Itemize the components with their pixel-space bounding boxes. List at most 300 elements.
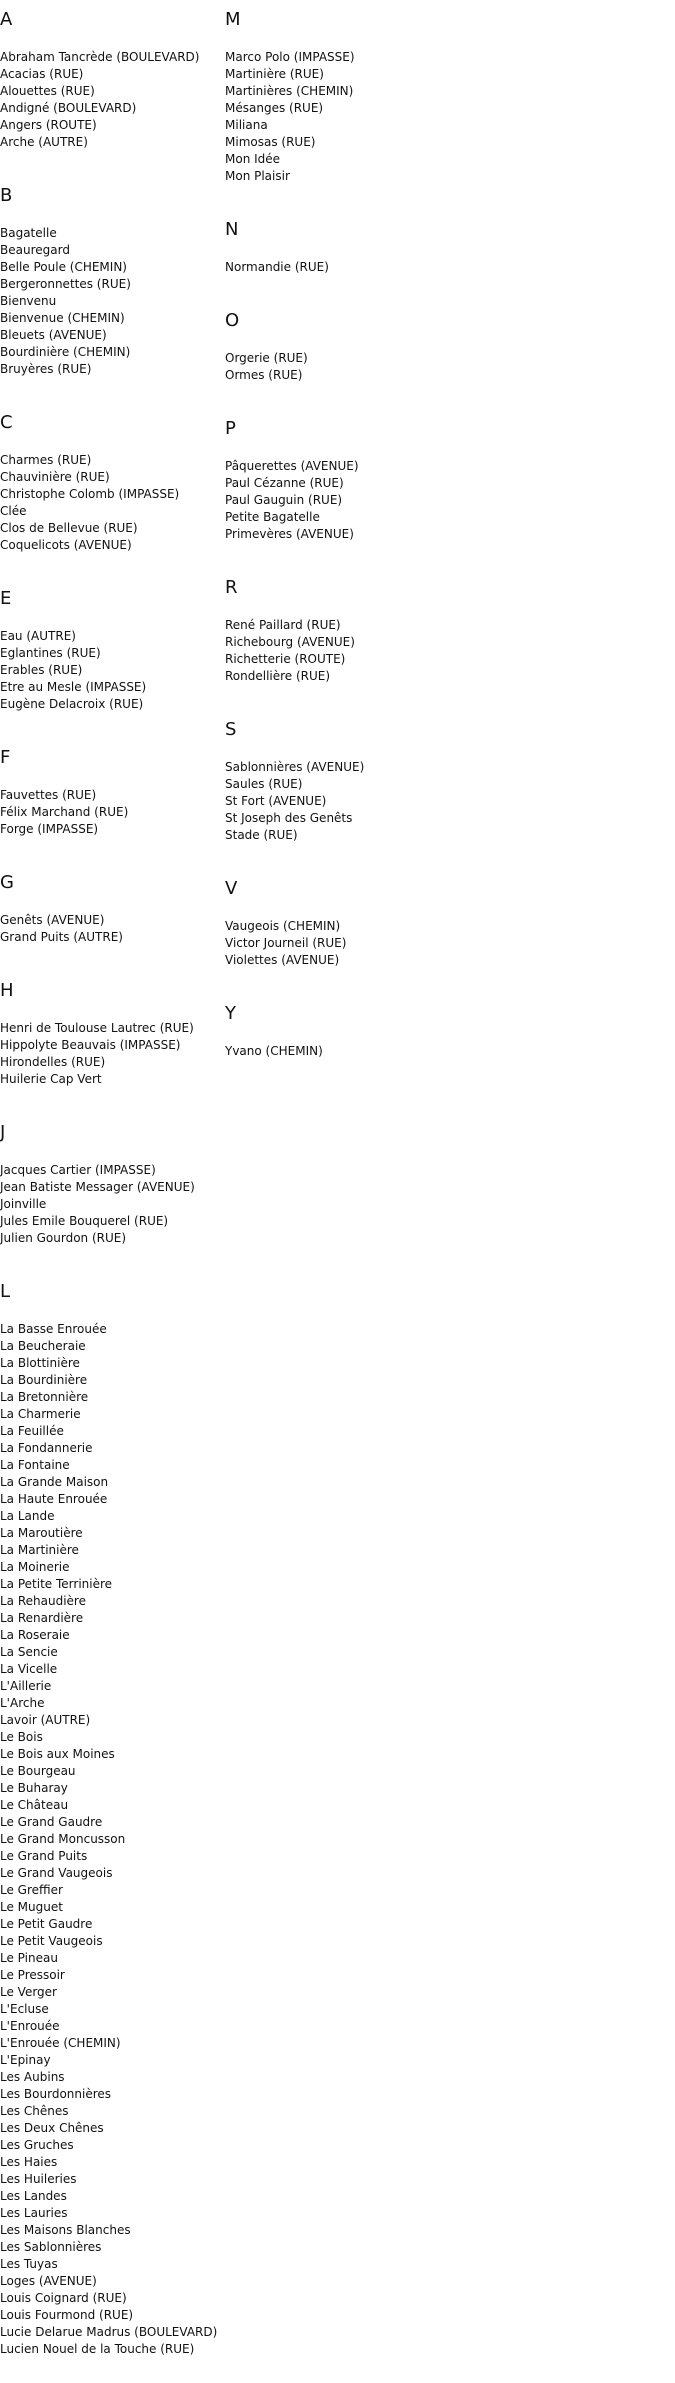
street-link[interactable]: Martinières (CHEMIN) bbox=[225, 84, 354, 98]
street-link[interactable]: La Basse Enrouée bbox=[0, 1322, 107, 1336]
street-link[interactable]: Le Château bbox=[0, 1798, 69, 1812]
street-link[interactable]: Le Bois bbox=[0, 1730, 43, 1744]
street-link[interactable]: Coquelicots (AVENUE) bbox=[0, 538, 132, 552]
street-list bbox=[225, 259, 455, 276]
street-link[interactable]: L'Arche bbox=[0, 1696, 45, 1710]
street-list-item bbox=[0, 929, 225, 946]
street-link[interactable]: Les Chênes bbox=[0, 2104, 69, 2118]
street-link[interactable]: Félix Marchand (RUE) bbox=[0, 805, 129, 819]
street-link[interactable]: Louis Coignard (RUE) bbox=[0, 2291, 127, 2305]
street-link[interactable]: La Haute Enrouée bbox=[0, 1492, 108, 1506]
letter-group bbox=[225, 220, 455, 301]
street-list-item bbox=[225, 458, 455, 475]
street-link[interactable]: Arche (AUTRE) bbox=[0, 135, 88, 149]
street-link[interactable]: Christophe Colomb (IMPASSE) bbox=[0, 487, 180, 501]
street-list-item bbox=[0, 1916, 225, 1933]
street-list-item bbox=[0, 1491, 225, 1508]
street-list-item bbox=[0, 2035, 225, 2052]
street-list-item bbox=[225, 1043, 455, 1060]
street-list-item bbox=[225, 793, 455, 810]
street-link[interactable]: La Moinerie bbox=[0, 1560, 70, 1574]
street-link[interactable]: Le Muguet bbox=[0, 1900, 63, 1914]
street-list-item bbox=[0, 679, 225, 696]
street-link[interactable]: Bergeronnettes (RUE) bbox=[0, 277, 131, 291]
street-link[interactable]: Le Pineau bbox=[0, 1951, 58, 1965]
street-link[interactable]: Belle Poule (CHEMIN) bbox=[0, 260, 127, 274]
street-list-item bbox=[0, 1644, 225, 1661]
street-link[interactable]: La Petite Terrinière bbox=[0, 1577, 113, 1591]
street-list-item bbox=[0, 2052, 225, 2069]
street-link[interactable]: Petite Bagatelle bbox=[225, 510, 320, 524]
street-list-item bbox=[0, 1321, 225, 1338]
street-link[interactable]: St Joseph des Genêts bbox=[225, 811, 353, 825]
street-link[interactable]: Loges (AVENUE) bbox=[0, 2274, 97, 2288]
street-list-item bbox=[0, 134, 225, 151]
street-link[interactable]: Les Maisons Blanches bbox=[0, 2223, 131, 2237]
street-link[interactable]: Lucien Nouel de la Touche (RUE) bbox=[0, 2342, 195, 2356]
street-list-item bbox=[225, 918, 455, 935]
street-list-item bbox=[0, 66, 225, 83]
street-list-item bbox=[225, 117, 455, 134]
street-list bbox=[0, 628, 225, 713]
street-link[interactable]: Fauvettes (RUE) bbox=[0, 788, 97, 802]
street-link[interactable]: Bruyères (RUE) bbox=[0, 362, 92, 376]
street-list bbox=[0, 912, 225, 946]
street-link[interactable]: Rondellière (RUE) bbox=[225, 669, 331, 683]
street-list-item bbox=[0, 503, 225, 520]
letter-heading: M bbox=[225, 9, 241, 30]
street-list-item bbox=[0, 1576, 225, 1593]
letter-heading: J bbox=[0, 1122, 6, 1143]
street-list-item bbox=[0, 1508, 225, 1525]
street-list-item bbox=[0, 1230, 225, 1247]
street-link[interactable]: Andigné (BOULEVARD) bbox=[0, 101, 137, 115]
street-list bbox=[0, 49, 225, 151]
letter-group bbox=[225, 578, 455, 710]
street-link[interactable]: L'Ecluse bbox=[0, 2002, 49, 2016]
street-link[interactable]: Jacques Cartier (IMPASSE) bbox=[0, 1163, 156, 1177]
street-list-item bbox=[0, 1865, 225, 1882]
street-link[interactable]: Les Sablonnières bbox=[0, 2240, 102, 2254]
street-list-item bbox=[0, 83, 225, 100]
street-list bbox=[225, 918, 455, 969]
street-link[interactable]: Le Verger bbox=[0, 1985, 57, 1999]
street-link[interactable]: Orgerie (RUE) bbox=[225, 351, 308, 365]
street-link[interactable]: René Paillard (RUE) bbox=[225, 618, 341, 632]
street-list-item bbox=[0, 344, 225, 361]
letter-heading: O bbox=[225, 310, 240, 331]
street-link[interactable]: Les Lauries bbox=[0, 2206, 68, 2220]
street-list-item bbox=[0, 225, 225, 242]
street-link[interactable]: La Roseraie bbox=[0, 1628, 70, 1642]
street-list-item bbox=[225, 810, 455, 827]
street-list-item bbox=[0, 1661, 225, 1678]
letter-heading: A bbox=[0, 9, 13, 30]
group-spacer bbox=[0, 151, 225, 176]
street-link[interactable]: Etre au Mesle (IMPASSE) bbox=[0, 680, 147, 694]
street-list-item bbox=[0, 1678, 225, 1695]
street-list-item bbox=[0, 1406, 225, 1423]
street-link[interactable]: Le Bois aux Moines bbox=[0, 1747, 115, 1761]
street-link[interactable]: Les Bourdonnières bbox=[0, 2087, 112, 2101]
street-list-item bbox=[0, 49, 225, 66]
street-link[interactable]: La Grande Maison bbox=[0, 1475, 109, 1489]
street-list bbox=[225, 458, 455, 543]
street-link[interactable]: Eglantines (RUE) bbox=[0, 646, 101, 660]
street-link[interactable]: Richetterie (ROUTE) bbox=[225, 652, 346, 666]
street-list-item bbox=[0, 2324, 225, 2341]
letter-group bbox=[225, 879, 455, 994]
street-link[interactable]: Les Haies bbox=[0, 2155, 58, 2169]
street-link[interactable]: Bleuets (AVENUE) bbox=[0, 328, 107, 342]
street-link[interactable]: Eugène Delacroix (RUE) bbox=[0, 697, 144, 711]
street-link[interactable]: Grand Puits (AUTRE) bbox=[0, 930, 123, 944]
street-list-item bbox=[0, 1950, 225, 1967]
street-list-item bbox=[0, 1967, 225, 1984]
street-link[interactable]: Les Tuyas bbox=[0, 2257, 58, 2271]
street-link[interactable]: La Fontaine bbox=[0, 1458, 70, 1472]
street-list-item bbox=[0, 2171, 225, 2188]
street-list-item bbox=[0, 2120, 225, 2137]
street-list-item bbox=[0, 662, 225, 679]
street-link[interactable]: Charmes (RUE) bbox=[0, 453, 92, 467]
street-link[interactable]: La Lande bbox=[0, 1509, 55, 1523]
street-list-item bbox=[0, 821, 225, 838]
street-link[interactable]: La Maroutière bbox=[0, 1526, 83, 1540]
letter-heading: G bbox=[0, 872, 14, 893]
street-list-item bbox=[0, 2069, 225, 2086]
letter-group bbox=[0, 873, 225, 971]
street-list-item bbox=[0, 276, 225, 293]
street-list-item bbox=[0, 1213, 225, 1230]
street-list-item bbox=[225, 492, 455, 509]
street-link[interactable]: La Feuillée bbox=[0, 1424, 64, 1438]
street-list-item bbox=[0, 1389, 225, 1406]
street-link[interactable]: L'Epinay bbox=[0, 2053, 51, 2067]
letter-group bbox=[225, 720, 455, 869]
street-list bbox=[225, 49, 455, 185]
letter-heading: B bbox=[0, 185, 13, 206]
group-spacer bbox=[225, 543, 455, 568]
street-link[interactable]: Bourdinière (CHEMIN) bbox=[0, 345, 131, 359]
street-list bbox=[0, 1162, 225, 1247]
letter-group bbox=[0, 186, 225, 403]
street-list-item bbox=[0, 1933, 225, 1950]
street-link[interactable]: L'Aillerie bbox=[0, 1679, 52, 1693]
street-link[interactable]: Yvano (CHEMIN) bbox=[225, 1044, 323, 1058]
group-spacer bbox=[225, 185, 455, 210]
street-link[interactable]: Jean Batiste Messager (AVENUE) bbox=[0, 1180, 195, 1194]
street-link[interactable]: Lavoir (AUTRE) bbox=[0, 1713, 91, 1727]
letter-group bbox=[0, 1123, 225, 1272]
street-link[interactable]: Saules (RUE) bbox=[225, 777, 303, 791]
street-link[interactable]: Chauvinière (RUE) bbox=[0, 470, 110, 484]
group-spacer bbox=[225, 384, 455, 409]
street-list-item bbox=[0, 1474, 225, 1491]
street-link[interactable]: Les Gruches bbox=[0, 2138, 74, 2152]
street-list bbox=[0, 1321, 225, 2358]
street-link[interactable]: La Renardière bbox=[0, 1611, 84, 1625]
street-link[interactable]: Clos de Bellevue (RUE) bbox=[0, 521, 138, 535]
street-list-item bbox=[0, 2001, 225, 2018]
street-list-item bbox=[225, 651, 455, 668]
letter-group bbox=[225, 311, 455, 409]
letter-heading: P bbox=[225, 418, 236, 439]
street-list-item bbox=[0, 787, 225, 804]
street-link[interactable]: Marco Polo (IMPASSE) bbox=[225, 50, 355, 64]
street-link[interactable]: Hirondelles (RUE) bbox=[0, 1055, 106, 1069]
street-link[interactable]: L'Enrouée bbox=[0, 2019, 60, 2033]
street-list-item bbox=[0, 2273, 225, 2290]
street-list-item bbox=[0, 696, 225, 713]
street-link[interactable]: La Vicelle bbox=[0, 1662, 58, 1676]
street-list-item bbox=[0, 1814, 225, 1831]
street-list-item bbox=[0, 537, 225, 554]
street-link[interactable]: Pâquerettes (AVENUE) bbox=[225, 459, 359, 473]
street-list-item bbox=[0, 1355, 225, 1372]
street-list-item bbox=[225, 350, 455, 367]
street-list-item bbox=[0, 1831, 225, 1848]
street-link[interactable]: Eau (AUTRE) bbox=[0, 629, 76, 643]
street-link[interactable]: Clée bbox=[0, 504, 27, 518]
street-link[interactable]: Le Grand Puits bbox=[0, 1849, 88, 1863]
street-link[interactable]: Beauregard bbox=[0, 243, 70, 257]
street-link[interactable]: Abraham Tancrède (BOULEVARD) bbox=[0, 50, 200, 64]
street-list-item bbox=[0, 2086, 225, 2103]
street-link[interactable]: Jules Emile Bouquerel (RUE) bbox=[0, 1214, 169, 1228]
street-link[interactable]: Martinière (RUE) bbox=[225, 67, 324, 81]
street-list-item bbox=[225, 49, 455, 66]
street-link[interactable]: Mésanges (RUE) bbox=[225, 101, 324, 115]
street-link[interactable]: Violettes (AVENUE) bbox=[225, 953, 340, 967]
street-list-item bbox=[0, 1695, 225, 1712]
street-list bbox=[0, 225, 225, 378]
street-link[interactable]: Sablonnières (AVENUE) bbox=[225, 760, 365, 774]
street-list-item bbox=[0, 293, 225, 310]
street-list-item bbox=[0, 259, 225, 276]
letter-heading: C bbox=[0, 412, 13, 433]
street-link[interactable]: Ormes (RUE) bbox=[225, 368, 303, 382]
street-link[interactable]: Le Grand Vaugeois bbox=[0, 1866, 113, 1880]
street-list bbox=[225, 350, 455, 384]
street-list-item bbox=[225, 526, 455, 543]
letter-heading: S bbox=[225, 719, 237, 740]
street-list-item bbox=[0, 452, 225, 469]
street-list-item bbox=[225, 259, 455, 276]
street-list-item bbox=[0, 1729, 225, 1746]
street-list-item bbox=[0, 1196, 225, 1213]
street-link[interactable]: L'Enrouée (CHEMIN) bbox=[0, 2036, 121, 2050]
street-list-item bbox=[0, 2256, 225, 2273]
street-list-item bbox=[225, 168, 455, 185]
street-list-item bbox=[0, 1610, 225, 1627]
street-link[interactable]: Bienvenu bbox=[0, 294, 57, 308]
group-spacer bbox=[225, 685, 455, 710]
street-list-item bbox=[225, 617, 455, 634]
street-list-item bbox=[0, 1763, 225, 1780]
street-link[interactable]: Paul Cézanne (RUE) bbox=[225, 476, 344, 490]
street-list-item bbox=[0, 645, 225, 662]
street-link[interactable]: Alouettes (RUE) bbox=[0, 84, 95, 98]
street-link[interactable]: Le Buharay bbox=[0, 1781, 68, 1795]
street-list-item bbox=[0, 1848, 225, 1865]
street-link[interactable]: La Beucheraie bbox=[0, 1339, 86, 1353]
letter-group bbox=[0, 413, 225, 579]
street-list bbox=[0, 787, 225, 838]
street-list-item bbox=[0, 2341, 225, 2358]
group-spacer bbox=[225, 969, 455, 994]
street-link[interactable]: Primevères (AVENUE) bbox=[225, 527, 354, 541]
street-list-item bbox=[225, 827, 455, 844]
group-spacer bbox=[0, 2358, 225, 2383]
street-link[interactable]: Henri de Toulouse Lautrec (RUE) bbox=[0, 1021, 194, 1035]
street-link[interactable]: Mon Plaisir bbox=[225, 169, 290, 183]
street-link[interactable]: Erables (RUE) bbox=[0, 663, 83, 677]
street-list-item bbox=[0, 1627, 225, 1644]
street-link[interactable]: Le Greffier bbox=[0, 1883, 63, 1897]
street-link[interactable]: Le Petit Vaugeois bbox=[0, 1934, 103, 1948]
street-list-item bbox=[0, 2137, 225, 2154]
letter-group bbox=[225, 419, 455, 568]
street-link[interactable]: Normandie (RUE) bbox=[225, 260, 329, 274]
street-list-item bbox=[0, 1899, 225, 1916]
street-list-item bbox=[0, 1020, 225, 1037]
street-list-item bbox=[0, 1071, 225, 1088]
street-link[interactable]: La Fondannerie bbox=[0, 1441, 93, 1455]
street-list-item bbox=[225, 83, 455, 100]
street-link[interactable]: Le Bourgeau bbox=[0, 1764, 76, 1778]
street-list-item bbox=[0, 2205, 225, 2222]
street-link[interactable]: Huilerie Cap Vert bbox=[0, 1072, 102, 1086]
group-spacer bbox=[225, 1060, 455, 1085]
street-link[interactable]: La Charmerie bbox=[0, 1407, 81, 1421]
letter-group bbox=[225, 10, 455, 210]
street-link[interactable]: Le Petit Gaudre bbox=[0, 1917, 93, 1931]
street-list-item bbox=[0, 1423, 225, 1440]
street-list-item bbox=[0, 1780, 225, 1797]
street-list-item bbox=[225, 759, 455, 776]
street-link[interactable]: La Rehaudière bbox=[0, 1594, 86, 1608]
street-link[interactable]: Stade (RUE) bbox=[225, 828, 298, 842]
street-link[interactable]: Genêts (AVENUE) bbox=[0, 913, 105, 927]
group-spacer bbox=[0, 946, 225, 971]
street-link[interactable]: Le Grand Moncusson bbox=[0, 1832, 126, 1846]
street-list-item bbox=[225, 935, 455, 952]
street-link[interactable]: St Fort (AVENUE) bbox=[225, 794, 327, 808]
street-list-item bbox=[0, 1457, 225, 1474]
street-link[interactable]: Miliana bbox=[225, 118, 268, 132]
street-list-item bbox=[0, 520, 225, 537]
street-link[interactable]: Acacias (RUE) bbox=[0, 67, 84, 81]
street-list bbox=[0, 452, 225, 554]
group-spacer bbox=[0, 1247, 225, 1272]
street-list-item bbox=[0, 912, 225, 929]
street-list-item bbox=[0, 486, 225, 503]
street-list-item bbox=[225, 509, 455, 526]
street-list-item bbox=[225, 952, 455, 969]
street-link[interactable]: La Sencie bbox=[0, 1645, 58, 1659]
street-list-item bbox=[0, 2188, 225, 2205]
street-list-item bbox=[0, 1525, 225, 1542]
street-link[interactable]: La Bretonnière bbox=[0, 1390, 89, 1404]
street-link[interactable]: Hippolyte Beauvais (IMPASSE) bbox=[0, 1038, 181, 1052]
street-list-item bbox=[0, 469, 225, 486]
street-link[interactable]: Le Pressoir bbox=[0, 1968, 65, 1982]
street-list-item bbox=[0, 1984, 225, 2001]
street-link[interactable]: Mon Idée bbox=[225, 152, 281, 166]
street-link[interactable]: Vaugeois (CHEMIN) bbox=[225, 919, 341, 933]
street-list-item bbox=[0, 2307, 225, 2324]
street-link[interactable]: Bienvenue (CHEMIN) bbox=[0, 311, 125, 325]
street-link[interactable]: Angers (ROUTE) bbox=[0, 118, 97, 132]
group-spacer bbox=[0, 713, 225, 738]
letter-heading: L bbox=[0, 1281, 11, 1302]
street-link[interactable]: Richebourg (AVENUE) bbox=[225, 635, 355, 649]
street-link[interactable]: Le Grand Gaudre bbox=[0, 1815, 103, 1829]
group-spacer bbox=[225, 844, 455, 869]
street-list-item bbox=[225, 151, 455, 168]
street-list-item bbox=[225, 634, 455, 651]
group-spacer bbox=[225, 276, 455, 301]
street-list-item bbox=[0, 242, 225, 259]
street-link[interactable]: Les Huileries bbox=[0, 2172, 77, 2186]
street-list bbox=[225, 1043, 455, 1060]
street-link[interactable]: Julien Gourdon (RUE) bbox=[0, 1231, 127, 1245]
letter-group bbox=[0, 748, 225, 863]
letter-heading: H bbox=[0, 980, 14, 1001]
street-list-item bbox=[225, 134, 455, 151]
street-list-item bbox=[0, 804, 225, 821]
street-list-item bbox=[0, 1179, 225, 1196]
street-list-item bbox=[0, 1797, 225, 1814]
street-index-left-column bbox=[0, 0, 225, 2383]
street-link[interactable]: Les Deux Chênes bbox=[0, 2121, 104, 2135]
street-list-item bbox=[0, 327, 225, 344]
street-link[interactable]: Mimosas (RUE) bbox=[225, 135, 316, 149]
street-link[interactable]: Victor Journeil (RUE) bbox=[225, 936, 347, 950]
letter-heading: Y bbox=[225, 1003, 236, 1024]
street-link[interactable]: Bagatelle bbox=[0, 226, 57, 240]
group-spacer bbox=[0, 838, 225, 863]
street-list-item bbox=[0, 1440, 225, 1457]
street-link[interactable]: La Martinière bbox=[0, 1543, 79, 1557]
street-index-right-column bbox=[225, 0, 455, 1085]
street-list-item bbox=[0, 1542, 225, 1559]
street-link[interactable]: La Bourdinière bbox=[0, 1373, 88, 1387]
street-link[interactable]: Joinville bbox=[0, 1197, 47, 1211]
street-list-item bbox=[225, 100, 455, 117]
street-link[interactable]: La Blottinière bbox=[0, 1356, 80, 1370]
street-link[interactable]: Paul Gauguin (RUE) bbox=[225, 493, 343, 507]
street-link[interactable]: Lucie Delarue Madrus (BOULEVARD) bbox=[0, 2325, 218, 2339]
street-link[interactable]: Les Aubins bbox=[0, 2070, 65, 2084]
street-list-item bbox=[0, 628, 225, 645]
street-link[interactable]: Forge (IMPASSE) bbox=[0, 822, 99, 836]
street-list-item bbox=[225, 475, 455, 492]
street-link[interactable]: Les Landes bbox=[0, 2189, 67, 2203]
letter-group bbox=[0, 981, 225, 1113]
street-list-item bbox=[0, 1593, 225, 1610]
street-list-item bbox=[0, 1372, 225, 1389]
street-list-item bbox=[0, 1712, 225, 1729]
letter-group bbox=[0, 10, 225, 176]
street-list-item bbox=[0, 1162, 225, 1179]
group-spacer bbox=[0, 1088, 225, 1113]
street-list-item bbox=[225, 776, 455, 793]
letter-group bbox=[0, 589, 225, 738]
street-link[interactable]: Louis Fourmond (RUE) bbox=[0, 2308, 134, 2322]
group-spacer bbox=[0, 378, 225, 403]
